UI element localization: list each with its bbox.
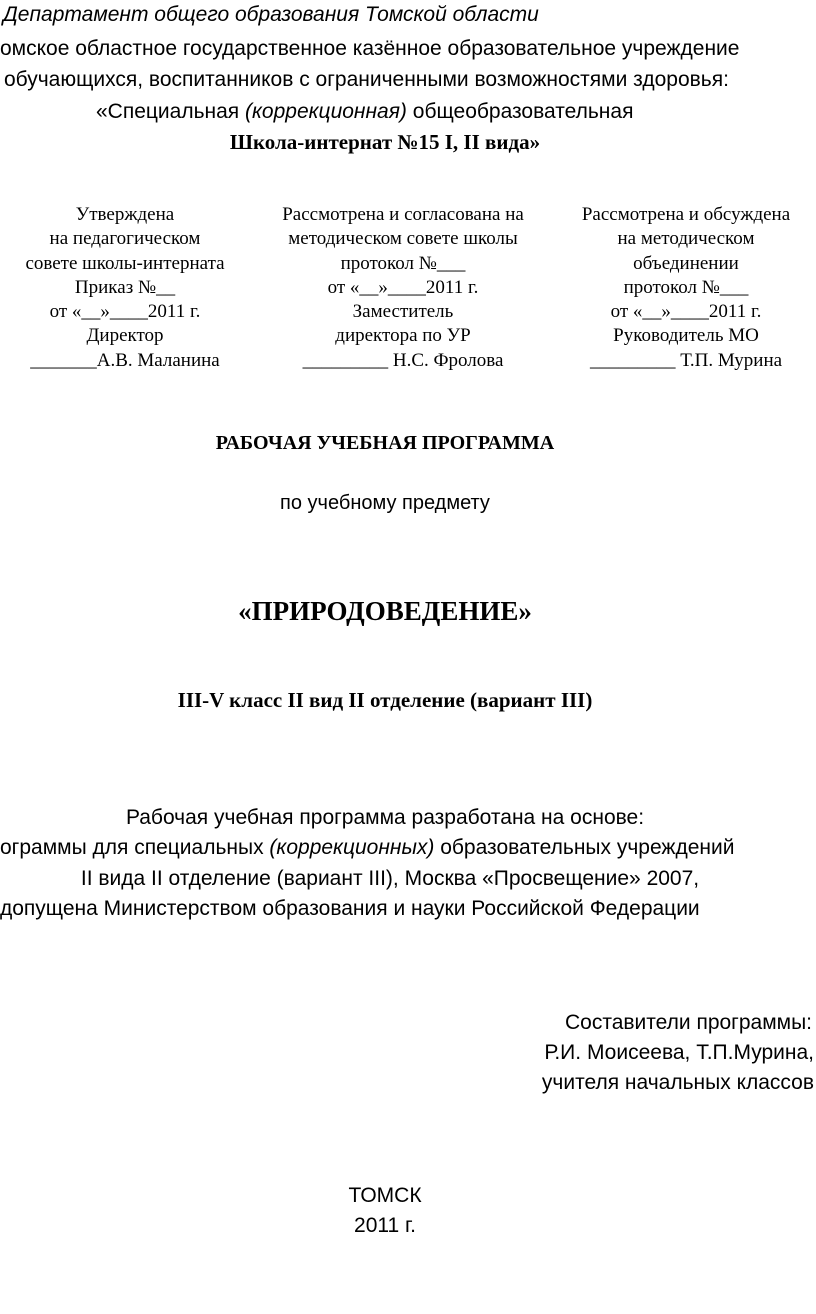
approval-methodical-council	[258, 203, 548, 373]
approval-line: _________ Н.С. Фролова	[302, 349, 504, 371]
class-info: III-V класс II вид II отделение (вариант III)	[177, 688, 593, 712]
footer-city: ТОМСК	[348, 1184, 422, 1207]
approval-line: Приказ №__	[74, 276, 176, 298]
basis-line-2-italic: (коррекционных)	[269, 836, 435, 859]
department-name: Департамент общего образования Томской области	[3, 3, 539, 26]
approval-line: Рассмотрена и согласована на	[282, 204, 524, 225]
approval-line: _________ Т.П. Мурина	[589, 349, 783, 371]
school-name: Школа-интернат №15 I, II вида»	[229, 130, 541, 154]
basis-line-2	[0, 836, 734, 860]
school-type-italic: (коррекционная)	[245, 100, 407, 123]
approval-line: от «__»____2011 г.	[49, 301, 201, 323]
approval-line: Директор	[86, 325, 164, 347]
approval-line: совете школы-интерната	[25, 252, 225, 274]
authors-heading: Составители программы:	[564, 1011, 812, 1034]
basis-line-4: допущена Министерством образования и науки Российской Федерации	[0, 897, 700, 920]
approval-methodical-association	[562, 203, 810, 373]
approval-line: объединении	[633, 252, 739, 274]
approval-line: от «__»____2011 г.	[610, 301, 762, 323]
institution-line-1: омское областное государственное казённое образовательное учреждение	[0, 37, 740, 60]
basis-line-2-suffix: образовательных учреждений	[434, 836, 735, 859]
basis-line-1: Рабочая учебная программа разработана на основе:	[125, 806, 645, 829]
school-type-prefix: «Специальная	[96, 100, 246, 123]
approval-line: на методическом	[617, 228, 755, 250]
school-type-suffix: общеобразовательная	[406, 100, 634, 123]
institution-line-2: обучающихся, воспитанников с ограниченными возможностями здоровья:	[4, 68, 729, 91]
approval-director	[8, 203, 242, 373]
approval-line: Утверждена	[75, 204, 175, 225]
approval-line: Руководитель МО	[613, 325, 759, 347]
approval-line: директора по УР	[335, 325, 471, 347]
approval-line: _______А.В. Маланина	[30, 349, 220, 371]
approval-line: от «__»____2011 г.	[327, 276, 479, 298]
subject-intro: по учебному предмету	[280, 492, 490, 514]
authors-names: Р.И. Моисеева, Т.П.Мурина,	[544, 1041, 814, 1064]
approval-line: протокол №___	[340, 252, 466, 274]
approval-line: методическом совете школы	[288, 228, 518, 250]
school-type-line	[96, 100, 633, 124]
subject-name: «ПРИРОДОВЕДЕНИЕ»	[238, 596, 532, 626]
authors-role: учителя начальных классов	[541, 1071, 814, 1094]
approval-line: Рассмотрена и обсуждена	[581, 204, 791, 225]
document-type-title: РАБОЧАЯ УЧЕБНАЯ ПРОГРАММА	[215, 432, 555, 454]
basis-line-2-prefix: ограммы для специальных	[0, 836, 270, 859]
approval-line: на педагогическом	[49, 228, 201, 250]
footer-year: 2011 г.	[354, 1214, 416, 1237]
approval-line: Заместитель	[352, 301, 454, 323]
approval-line: протокол №___	[623, 276, 749, 298]
basis-line-3: II вида II отделение (вариант III), Москва «Просвещение» 2007,	[80, 867, 700, 890]
